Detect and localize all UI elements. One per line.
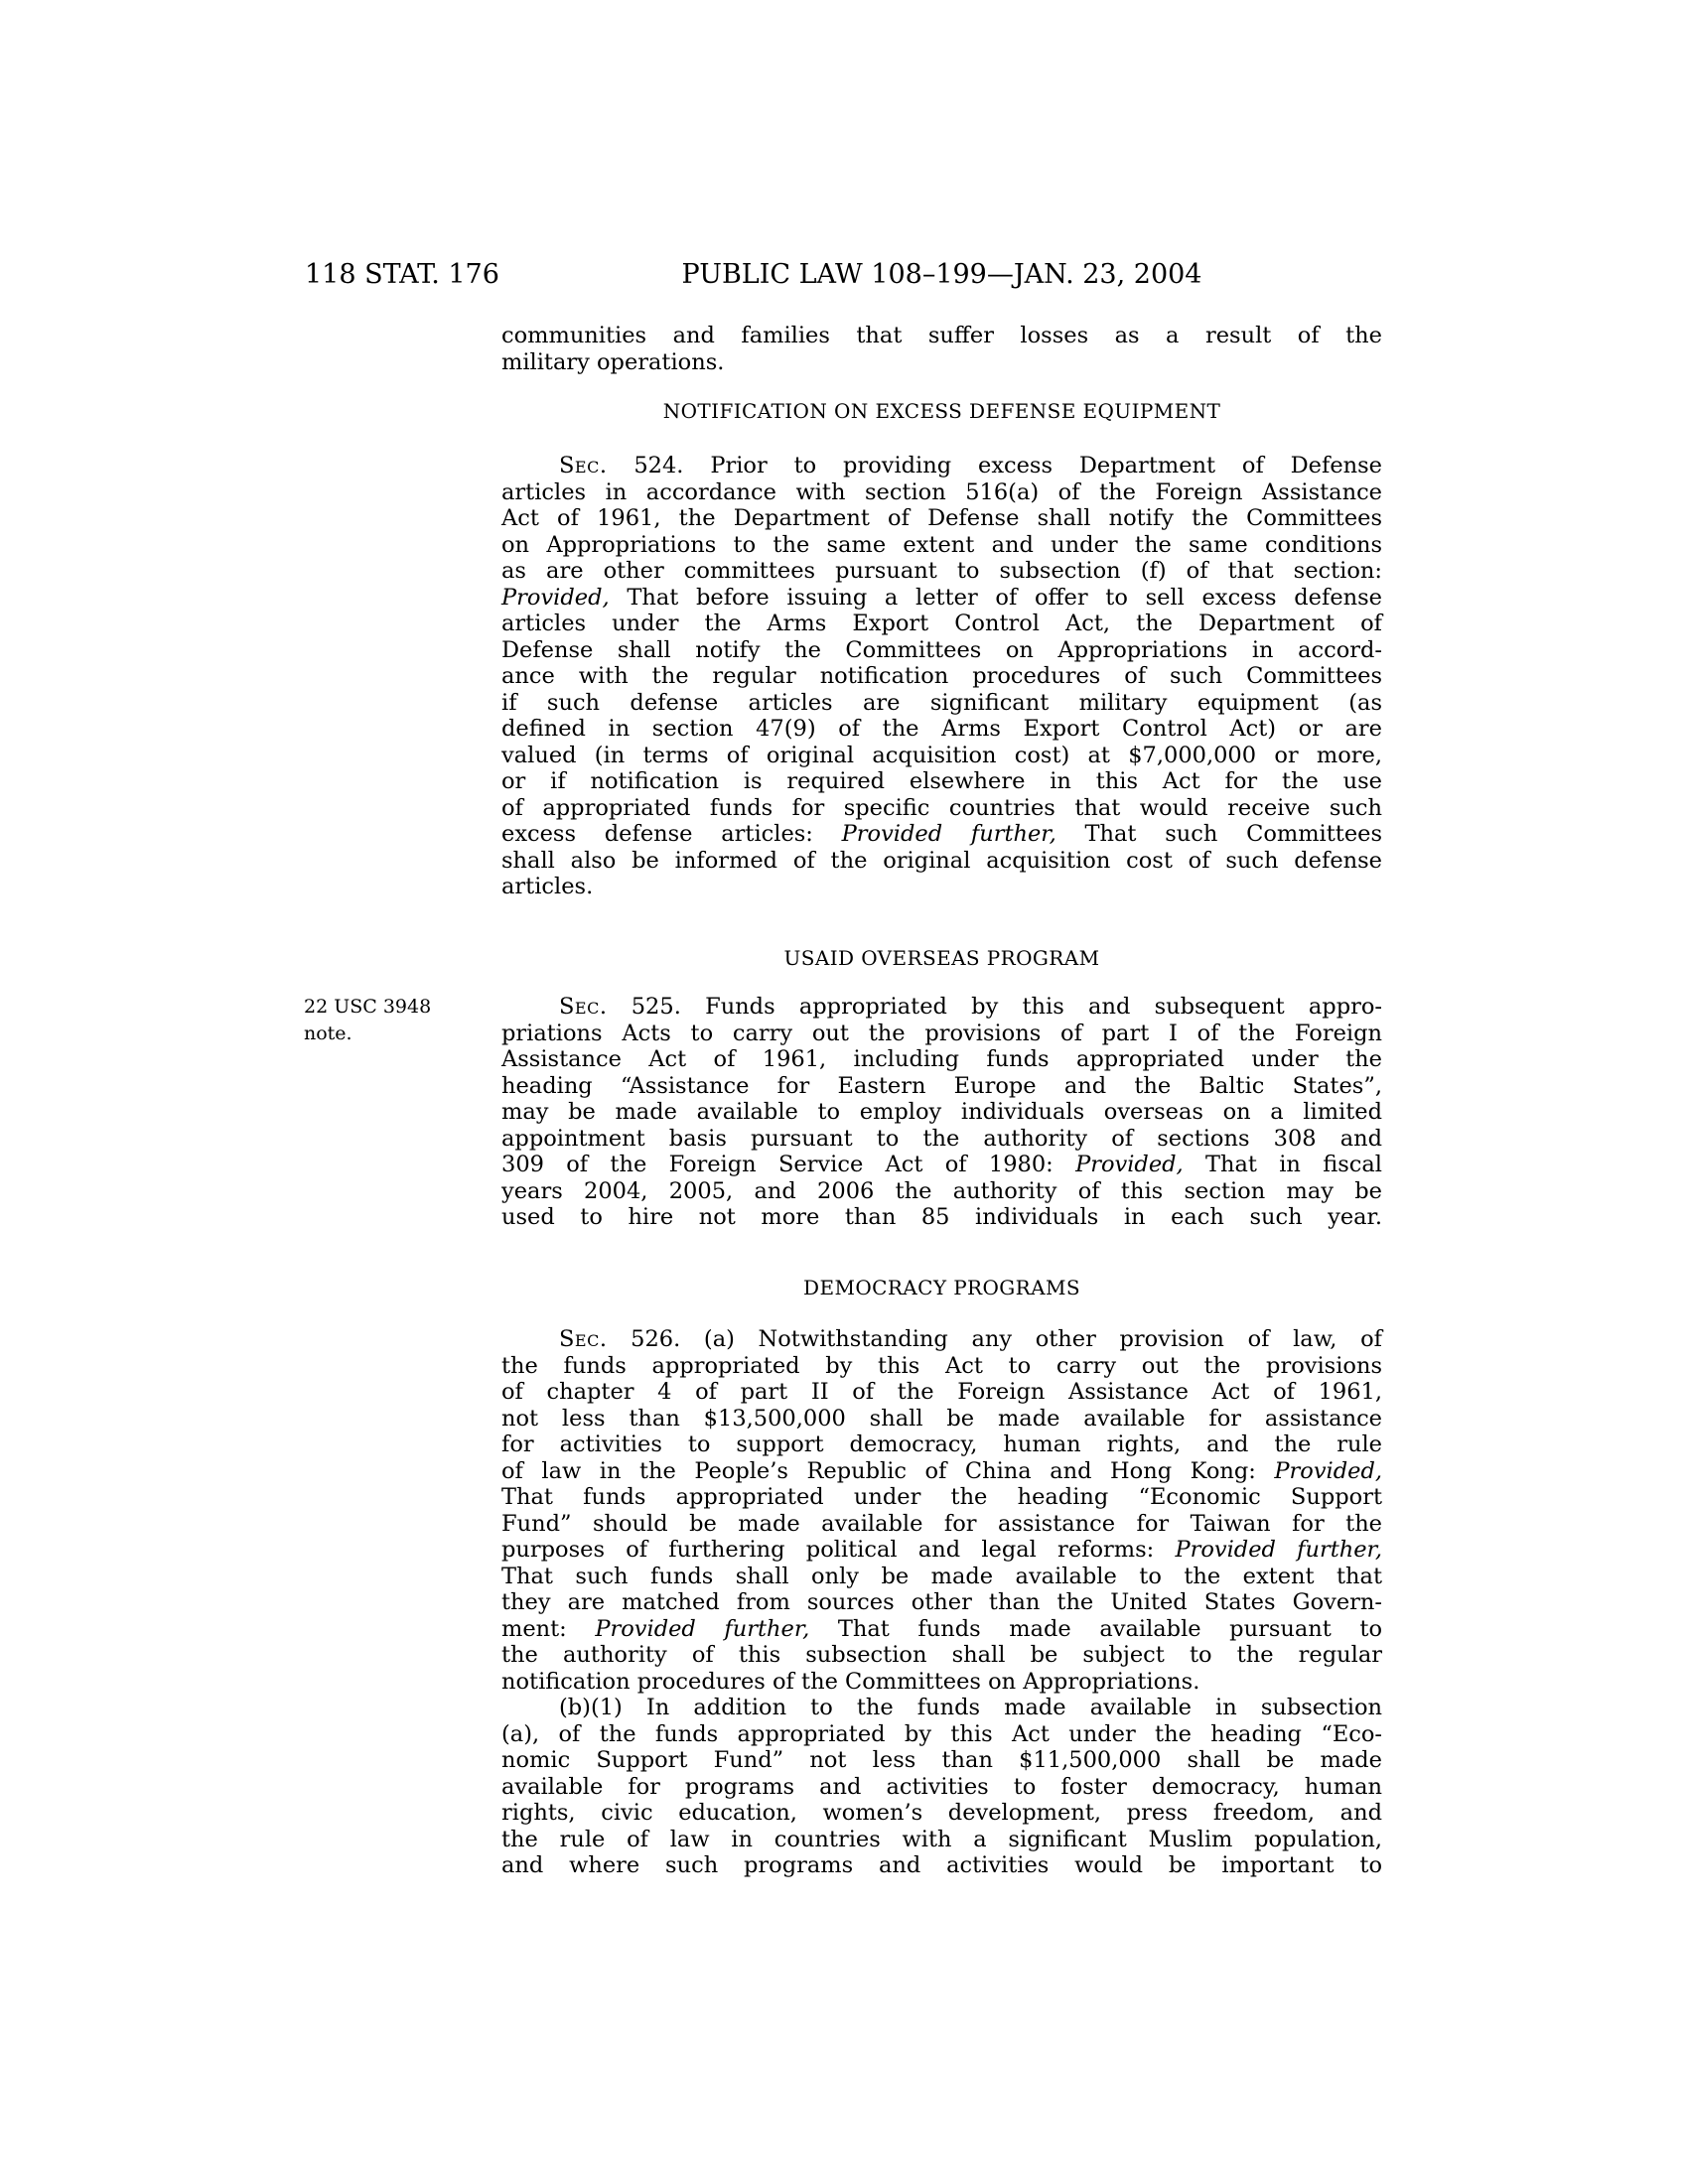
margin-note-line-2: note.	[304, 1023, 352, 1044]
italic-text: Provided,	[501, 584, 610, 611]
plain-text: shall also be informed of the original acquisition cost of such defense	[501, 847, 1382, 874]
plain-text: of chapter 4 of part II of the Foreign Assistance Act of 1961,	[501, 1379, 1382, 1405]
smallcaps-text: Sec.	[559, 994, 608, 1020]
plain-text: or if notification is required elsewhere in this Act for the use	[501, 768, 1382, 794]
text-line	[501, 1774, 1382, 1801]
plain-text: ance with the regular notification procedures of such Committees	[501, 663, 1382, 689]
text-line	[501, 1669, 1382, 1696]
plain-text: rights, civic education, women’s development, press freedom, and	[501, 1800, 1382, 1826]
para-sec-525	[501, 994, 1382, 1231]
text-line	[501, 1616, 1382, 1643]
plain-text: not less than $13,500,000 shall be made available for assistance	[501, 1405, 1382, 1432]
plain-text: That such funds shall only be made available to the extent that	[501, 1563, 1382, 1589]
plain-text: communities and families that suffer losses as a result of the	[501, 323, 1382, 348]
smallcaps-text: Sec.	[559, 1326, 608, 1352]
plain-text: for activities to support democracy, human rights, and the rule	[501, 1432, 1382, 1457]
plain-text: Fund” should be made available for assistance for Taiwan for the	[501, 1510, 1382, 1537]
smallcaps-text: Sec.	[559, 453, 608, 478]
para-sec-526a	[501, 1326, 1382, 1695]
plain-text: military operations.	[501, 348, 725, 375]
plain-text: heading “Assistance for Eastern Europe and the Baltic States”,	[501, 1072, 1382, 1099]
text-line	[501, 1800, 1382, 1827]
plain-text: nomic Support Fund” not less than $11,500,000 shall be made	[501, 1747, 1382, 1773]
text-line	[501, 1695, 1382, 1721]
plain-text: and where such programs and activities would be important to	[501, 1852, 1382, 1878]
plain-text: ment:	[501, 1615, 596, 1642]
text-line	[501, 1406, 1382, 1433]
plain-text: (b)(1) In addition to the funds made available in subsection	[559, 1695, 1382, 1720]
text-line	[501, 1021, 1382, 1047]
text-line	[501, 585, 1382, 612]
para-sec-524	[501, 453, 1382, 900]
plain-text: of appropriated funds for specific countries that would receive such	[501, 794, 1382, 821]
text-line	[501, 505, 1382, 532]
plain-text: the funds appropriated by this Act to carry out the provisions	[501, 1352, 1382, 1379]
para-continuation	[501, 323, 1382, 375]
text-line	[501, 349, 1382, 376]
margin-note-line-1: 22 USC 3948	[304, 996, 432, 1018]
plain-text: 524. Prior to providing excess Department of Defense	[607, 453, 1382, 478]
text-line	[501, 1564, 1382, 1590]
plain-text: articles.	[501, 874, 594, 899]
plain-text: if such defense articles are significant military equipment (as	[501, 689, 1382, 716]
plain-text: That funds appropriated under the heading “Economic Support	[501, 1484, 1382, 1510]
plain-text: the rule of law in countries with a significant Muslim population,	[501, 1826, 1382, 1852]
plain-text: 525. Funds appropriated by this and subsequent appro-	[607, 994, 1382, 1020]
italic-text: Provided further,	[595, 1615, 810, 1642]
plain-text: notification procedures of the Committees on Appropriations.	[501, 1668, 1200, 1695]
text-line	[501, 848, 1382, 875]
text-line	[501, 743, 1382, 769]
plain-text: years 2004, 2005, and 2006 the authority of this section may be	[501, 1177, 1382, 1204]
text-line	[501, 1073, 1382, 1100]
heading-usaid-overseas-program: USAID OVERSEAS PROGRAM	[783, 946, 1100, 970]
text-line	[501, 1484, 1382, 1511]
stat-page-number: 118 STAT. 176	[305, 259, 499, 290]
para-sec-526b1	[501, 1695, 1382, 1879]
plain-text: 526. (a) Notwithstanding any other provision of law, of	[607, 1326, 1382, 1352]
plain-text: may be made available to employ individuals overseas on a limited	[501, 1099, 1382, 1125]
text-line	[501, 1852, 1382, 1879]
text-line	[501, 1511, 1382, 1538]
text-line	[501, 479, 1382, 506]
text-line	[501, 994, 1382, 1021]
plain-text: used to hire not more than 85 individuals in each such year.	[501, 1204, 1382, 1230]
text-line	[501, 795, 1382, 822]
text-line	[501, 1204, 1382, 1231]
text-line	[501, 1537, 1382, 1564]
heading-notification-excess-defense-equipment: NOTIFICATION ON EXCESS DEFENSE EQUIPMENT	[662, 399, 1221, 423]
plain-text: Act of 1961, the Department of Defense shall notify the Committees	[501, 505, 1382, 531]
plain-text: Assistance Act of 1961, including funds appropriated under the	[501, 1046, 1382, 1072]
plain-text: appointment basis pursuant to the authority of sections 308 and	[501, 1125, 1382, 1152]
plain-text: on Appropriations to the same extent and under the same conditions	[501, 531, 1382, 558]
plain-text: priations Acts to carry out the provisions of part I of the Foreign	[501, 1020, 1382, 1046]
plain-text: available for programs and activities to foster democracy, human	[501, 1773, 1382, 1800]
heading-democracy-programs: DEMOCRACY PROGRAMS	[803, 1276, 1080, 1299]
page-header	[0, 259, 1688, 293]
text-line	[501, 1432, 1382, 1458]
text-line	[501, 1747, 1382, 1774]
text-line	[501, 821, 1382, 848]
text-line	[501, 768, 1382, 795]
text-line	[501, 1152, 1382, 1178]
plain-text: of law in the People’s Republic of China and Hong Kong:	[501, 1457, 1275, 1484]
text-line	[501, 453, 1382, 479]
text-line	[501, 1099, 1382, 1126]
margin-note-usc	[304, 994, 483, 1047]
text-line	[501, 1126, 1382, 1153]
plain-text: excess defense articles:	[501, 821, 842, 847]
text-line	[501, 1046, 1382, 1073]
text-line	[501, 1721, 1382, 1748]
plain-text: the authority of this subsection shall be subject to the regular	[501, 1642, 1382, 1668]
plain-text: articles under the Arms Export Control Act, the Department of	[501, 611, 1382, 636]
text-line	[501, 663, 1382, 690]
plain-text: That funds made available pursuant to	[809, 1615, 1382, 1642]
plain-text: That such Committees	[1055, 821, 1382, 847]
text-line	[501, 1178, 1382, 1205]
text-line	[501, 1827, 1382, 1853]
plain-text: (a), of the funds appropriated by this Act under the heading “Eco-	[501, 1720, 1382, 1747]
plain-text: That in fiscal	[1183, 1152, 1382, 1177]
plain-text: as are other committees pursuant to subsection (f) of that section:	[501, 558, 1382, 584]
text-line	[501, 716, 1382, 743]
italic-text: Provided,	[1274, 1457, 1382, 1484]
text-line	[501, 558, 1382, 585]
text-line	[501, 1379, 1382, 1406]
italic-text: Provided further,	[841, 821, 1056, 847]
text-line	[501, 1326, 1382, 1353]
text-line	[501, 1642, 1382, 1669]
text-line	[501, 637, 1382, 664]
text-line	[501, 1458, 1382, 1485]
plain-text: Defense shall notify the Committees on Appropriations in accord-	[501, 636, 1382, 663]
text-line	[501, 874, 1382, 900]
plain-text: That before issuing a letter of offer to sell excess defense	[609, 584, 1382, 611]
plain-text: purposes of furthering political and legal reforms:	[501, 1537, 1176, 1563]
law-title: PUBLIC LAW 108–199—JAN. 23, 2004	[681, 259, 1202, 290]
text-line	[501, 323, 1382, 349]
plain-text: they are matched from sources other than the United States Govern-	[501, 1589, 1382, 1615]
italic-text: Provided,	[1075, 1152, 1184, 1177]
text-line	[501, 1353, 1382, 1380]
text-line	[501, 690, 1382, 717]
plain-text: defined in section 47(9) of the Arms Export Control Act) or are	[501, 716, 1382, 742]
italic-text: Provided further,	[1175, 1537, 1382, 1563]
plain-text: valued (in terms of original acquisition cost) at $7,000,000 or more,	[501, 742, 1382, 768]
plain-text: articles in accordance with section 516(a) of the Foreign Assistance	[501, 478, 1382, 505]
text-line	[501, 611, 1382, 637]
text-line	[501, 1589, 1382, 1616]
text-line	[501, 532, 1382, 559]
plain-text: 309 of the Foreign Service Act of 1980:	[501, 1152, 1076, 1177]
